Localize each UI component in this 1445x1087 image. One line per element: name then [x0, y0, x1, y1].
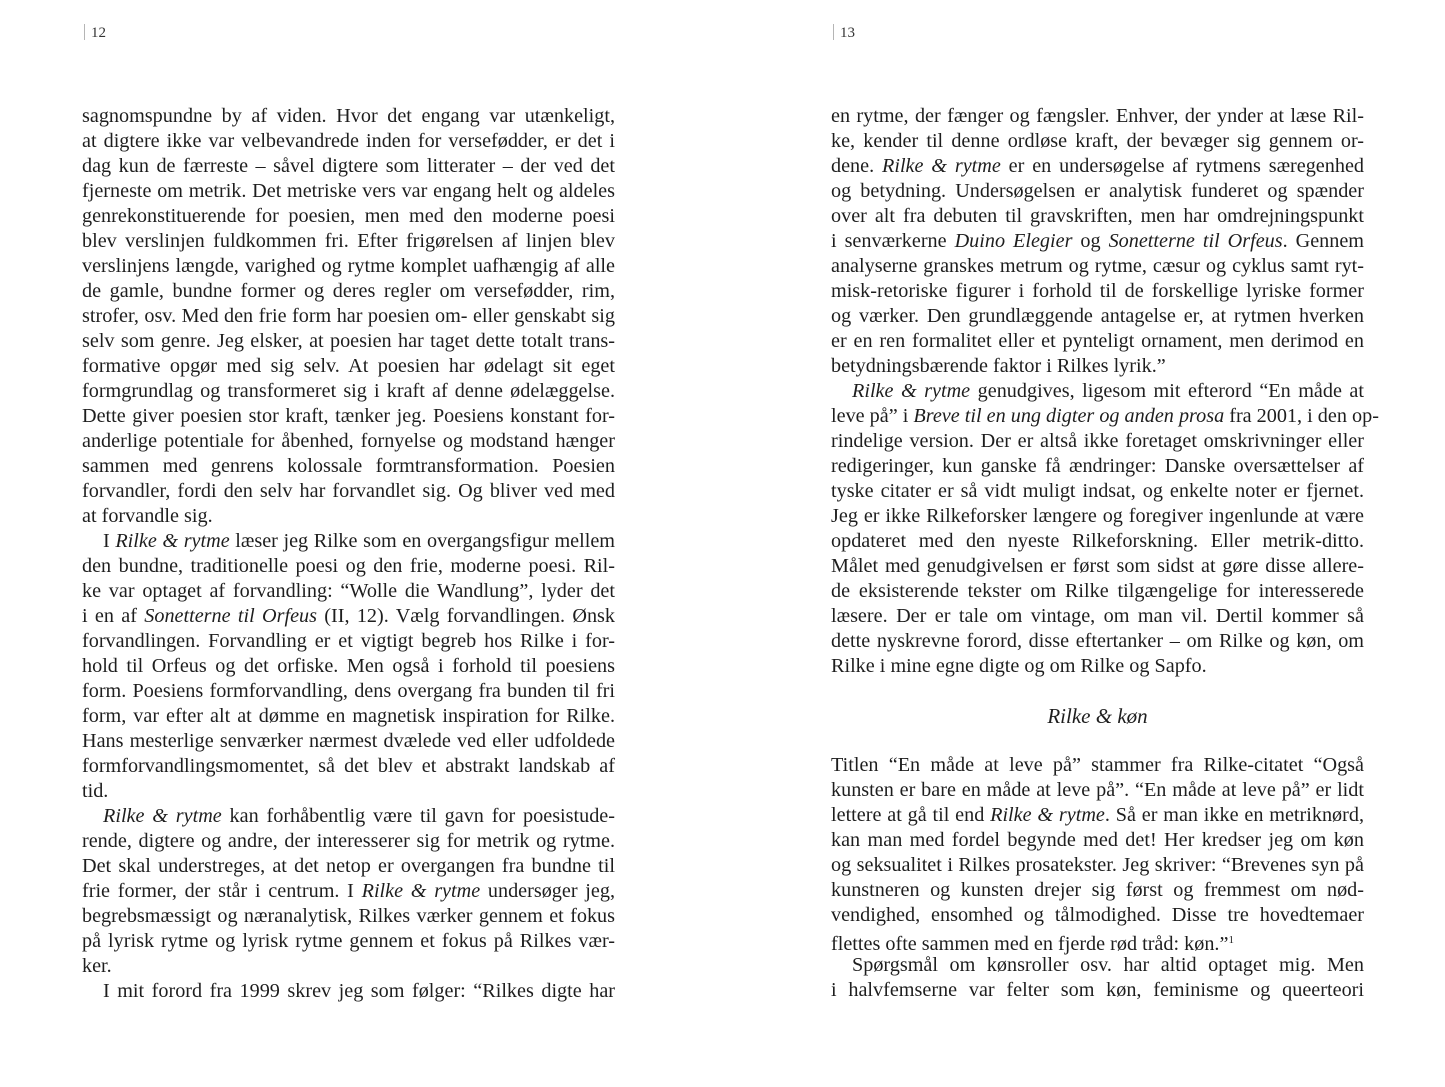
- text-run: opdateret med den nyeste Rilkeforskning. Eller metrik-ditto.: [831, 530, 1364, 552]
- text-line: [82, 179, 615, 204]
- text-line: [82, 429, 615, 454]
- text-run: strofer, osv. Med den frie form har poesien om- eller genskabt sig: [82, 305, 615, 327]
- text-line: [82, 954, 615, 979]
- text-run: forvandlingen. Forvandling er et vigtigt begreb hos Rilke i for-: [82, 630, 615, 652]
- text-line: [82, 804, 615, 829]
- text-line: [82, 854, 615, 879]
- text-line: [831, 129, 1364, 154]
- text-run: redigeringer, kun ganske få ændringer: Danske oversættelser af: [831, 455, 1364, 477]
- text-run: fjerneste om metrik. Det metriske vers var engang helt og aldeles: [82, 180, 615, 202]
- text-run: Spørgsmål om kønsroller osv. har altid optaget mig. Men: [852, 954, 1364, 976]
- text-run: (II, 12). Vælg forvandlingen. Ønsk: [317, 605, 615, 627]
- text-line: [82, 329, 615, 354]
- text-run: den bundne, traditionelle poesi og den frie, moderne poesi. Ril-: [82, 555, 615, 577]
- text-line: [82, 379, 615, 404]
- text-run: genudgives, ligesom mit efterord “En måde at: [970, 380, 1364, 402]
- text-run: Dette giver poesien stor kraft, tænker jeg. Poesiens konstant for-: [82, 405, 615, 427]
- text-run: flettes ofte sammen med en fjerde rød tråd: køn.”: [831, 933, 1229, 955]
- text-run: sammen med genrens kolossale formtransformation. Poesien: [82, 455, 615, 477]
- text-line: [82, 979, 615, 1004]
- text-run: form, var efter alt at dømme en magnetisk inspiration for Rilke.: [82, 705, 615, 727]
- text-line: [82, 504, 615, 529]
- text-run: vendighed, ensomhed og tålmodighed. Disse tre hovedtemaer: [831, 904, 1364, 926]
- text-run: læser jeg Rilke som en overgangsfigur mellem: [229, 530, 615, 552]
- text-run: er en ren formalitet eller et pynteligt ornament, men derimod en: [831, 330, 1364, 352]
- text-line: [82, 204, 615, 229]
- text-run: formgrundlag og transformeret sig i kraft af denne ødelæggelse.: [82, 380, 615, 402]
- text-run: undersøger jeg,: [480, 880, 615, 902]
- text-run: og seksualitet i Rilkes prosatekster. Jeg skriver: “Brevenes syn på: [831, 854, 1364, 876]
- text-line: [82, 404, 615, 429]
- text-run: at digtere ikke var velbevandrede inden for versefødder, er det i: [82, 130, 615, 152]
- text-line: [82, 304, 615, 329]
- text-line: [831, 279, 1364, 304]
- text-run: I mit forord fra 1999 skrev jeg som følger: “Rilkes digte har: [103, 980, 615, 1002]
- right-page: [722, 0, 1445, 1087]
- text-run: tyske citater er så vidt muligt indsat, og enkelte noter er fjernet.: [831, 480, 1364, 502]
- text-line: [82, 104, 615, 129]
- text-line: [831, 853, 1364, 878]
- text-line: [831, 354, 1364, 379]
- text-run: Målet med genudgivelsen er først som sidst at gøre disse allere-: [831, 555, 1364, 577]
- page-number-left: [84, 24, 106, 42]
- text-line: [82, 679, 615, 704]
- text-run: formative opgør med sig selv. At poesien har ødelagt sit eget: [82, 355, 615, 377]
- italic-title: Rilke & rytme: [882, 155, 1001, 177]
- text-run: at forvandle sig.: [82, 505, 213, 527]
- text-run: misk-retoriske figurer i forhold til de forskellige lyriske former: [831, 280, 1364, 302]
- text-line: [82, 829, 615, 854]
- text-line: [82, 929, 615, 954]
- text-run: Det skal understreges, at det netop er overgangen fra bundne til: [82, 855, 615, 877]
- text-line: [831, 554, 1364, 579]
- text-line: [82, 129, 615, 154]
- text-run: er en undersøgelse af rytmens særegenhed: [1000, 155, 1365, 177]
- text-line: [82, 629, 615, 654]
- text-line: [831, 479, 1364, 504]
- text-run: forvandler, fordi den selv har forvandlet sig. Og bliver ved med: [82, 480, 615, 502]
- text-run: ke var optaget af forvandling: “Wolle die Wandlung”, lyder det: [82, 580, 615, 602]
- text-run: dag kun de færreste – såvel digtere som litterater – der ved det: [82, 155, 615, 177]
- text-run: tid.: [82, 780, 109, 802]
- text-line: [82, 529, 615, 554]
- text-line: [82, 229, 615, 254]
- text-line: [831, 254, 1364, 279]
- text-run: verslinjens længde, varighed og rytme komplet uafhængig af alle: [82, 255, 615, 277]
- left-page: [0, 0, 722, 1087]
- text-run: kunsten er bare en måde at leve på”. “En måde at leve på” er lidt: [831, 779, 1364, 801]
- footnote-marker[interactable]: 1: [1228, 934, 1234, 946]
- text-run: blev verslinjen fuldkommen fri. Efter frigørelsen af linjen blev: [82, 230, 615, 252]
- text-run: hold til Orfeus og det orfiske. Men også i forhold til poesiens: [82, 655, 615, 677]
- body-text-after-heading: [831, 753, 1364, 1003]
- text-line: [831, 154, 1364, 179]
- text-run: analyserne granskes metrum og rytme, cæsur og cyklus samt ryt-: [831, 255, 1364, 277]
- left-text-column: [82, 104, 615, 1004]
- text-line: [831, 654, 1364, 679]
- text-line: [831, 379, 1364, 404]
- text-line: [831, 928, 1364, 953]
- text-line: [831, 529, 1364, 554]
- text-run: rende, digtere og andre, der interesserer sig for metrik og rytme.: [82, 830, 615, 852]
- text-line: [831, 978, 1364, 1003]
- text-line: [831, 504, 1364, 529]
- italic-title: Breve til en ung digter og anden prosa: [913, 405, 1225, 427]
- text-line: [82, 279, 615, 304]
- text-line: [82, 154, 615, 179]
- text-run: betydningsbærende faktor i Rilkes lyrik.”: [831, 355, 1166, 377]
- text-run: anderlige potentiale for åbenhed, fornyelse og modstand hænger: [82, 430, 615, 452]
- text-line: [82, 754, 615, 779]
- text-line: [831, 629, 1364, 654]
- text-line: [831, 953, 1364, 978]
- text-run: i senværkerne: [831, 230, 955, 252]
- text-run: selv som genre. Jeg elsker, at poesien har taget dette totalt trans-: [82, 330, 615, 352]
- text-line: [82, 354, 615, 379]
- text-run: dette nyskrevne forord, disse eftertanker – om Rilke og køn, om: [831, 630, 1364, 652]
- text-line: [831, 604, 1364, 629]
- text-run: kunstneren og kunsten drejer sig først og fremmest om nød-: [831, 879, 1364, 901]
- italic-title: Rilke & rytme: [361, 880, 481, 902]
- text-run: frie former, der står i centrum. I: [82, 880, 362, 902]
- text-line: [82, 779, 615, 804]
- text-run: Hans mesterlige senværker nærmest dvælede ved eller udfoldede: [82, 730, 615, 752]
- text-run: ker.: [82, 955, 112, 977]
- text-line: [831, 454, 1364, 479]
- section-heading: Rilke & køn: [1047, 704, 1148, 728]
- text-line: [82, 479, 615, 504]
- italic-title: Duino Elegier: [954, 230, 1073, 252]
- text-line: [82, 579, 615, 604]
- text-line: [831, 778, 1364, 803]
- text-run: og værker. Den grundlæggende antagelse er, at rytmen hverken: [831, 305, 1364, 327]
- text-line: [831, 878, 1364, 903]
- text-run: de gamle, bundne former og deres regler om versefødder, rim,: [82, 280, 615, 302]
- text-run: og betydning. Undersøgelsen er analytisk funderet og spænder: [831, 180, 1364, 202]
- right-text-column: [831, 104, 1379, 1003]
- text-run: Jeg er ikke Rilkeforsker længere og foregiver ingenlunde at være: [831, 505, 1364, 527]
- text-line: [82, 654, 615, 679]
- italic-title: Sonetterne til Orfeus: [144, 605, 317, 627]
- text-run: . Gennem: [1282, 230, 1365, 252]
- text-line: [831, 204, 1364, 229]
- text-run: fra 2001, i den op-: [1224, 405, 1379, 427]
- text-run: lettere at gå til end: [831, 804, 991, 826]
- text-line: [831, 753, 1364, 778]
- text-line: [82, 554, 615, 579]
- text-run: genrekonstituerende for poesien, men med den moderne poesi: [82, 205, 615, 227]
- text-run: form. Poesiens formforvandling, dens overgang fra bunden til fri: [82, 680, 615, 702]
- text-line: [82, 254, 615, 279]
- text-run: over alt fra debuten til gravskriften, men har omdrejningspunkt: [831, 205, 1364, 227]
- italic-title: Sonetterne til Orfeus: [1108, 230, 1283, 252]
- text-line: [82, 704, 615, 729]
- text-line: [831, 803, 1364, 828]
- text-line: [82, 454, 615, 479]
- page-number-right: [833, 24, 855, 42]
- text-line: [831, 579, 1364, 604]
- text-run: de eksisterende tekster om Rilke tilgængelige for interesserede: [831, 580, 1364, 602]
- text-line: [831, 104, 1364, 129]
- italic-title: Rilke & rytme: [103, 805, 222, 827]
- text-line: [831, 179, 1364, 204]
- text-line: [82, 729, 615, 754]
- text-run: ke, kender til denne ordløse kraft, der bevæger sig gennem or-: [831, 130, 1364, 152]
- text-run: kan man med fordel begynde med det! Her kredser jeg om køn: [831, 829, 1364, 851]
- body-text-before-heading: [831, 104, 1379, 679]
- text-run: på lyrisk rytme og lyrisk rytme gennem et fokus på Rilkes vær-: [82, 930, 615, 952]
- text-line: [831, 329, 1364, 354]
- text-run: og: [1072, 230, 1109, 252]
- text-line: [82, 904, 615, 929]
- italic-title: Rilke & rytme: [115, 530, 230, 552]
- text-run: rindelige version. Der er altså ikke foretaget omskrivninger eller: [831, 430, 1364, 452]
- italic-title: Rilke & rytme: [990, 804, 1105, 826]
- text-run: sagnomspundne by af viden. Hvor det engang var utænkeligt,: [82, 105, 615, 127]
- text-run: læsere. Der er tale om vintage, om man vil. Dertil kommer så: [831, 605, 1364, 627]
- text-line: [82, 604, 615, 629]
- text-run: i en af: [82, 605, 145, 627]
- text-line: [831, 404, 1379, 429]
- page-number-text: 12: [91, 25, 106, 41]
- text-line: [831, 828, 1364, 853]
- text-run: formforvandlingsmomentet, så det blev et abstrakt landskab af: [82, 755, 615, 777]
- text-run: I: [103, 530, 116, 552]
- text-run: Titlen “En måde at leve på” stammer fra Rilke-citatet “Også: [831, 754, 1364, 776]
- text-run: dene.: [831, 155, 882, 177]
- text-run: kan forhåbentlig være til gavn for poesistude-: [221, 805, 615, 827]
- text-run: leve på” i: [831, 405, 914, 427]
- folio-rule: [833, 24, 834, 40]
- text-run: begrebsmæssigt og næranalytisk, Rilkes værker gennem et fokus: [82, 905, 615, 927]
- text-run: i halvfemserne var felter som køn, feminisme og queerteori: [831, 979, 1364, 1001]
- page-number-text: 13: [840, 25, 855, 41]
- italic-title: Rilke & rytme: [852, 380, 971, 402]
- text-line: [82, 879, 615, 904]
- text-run: en rytme, der fænger og fængsler. Enhver, der ynder at læse Ril-: [831, 105, 1364, 127]
- text-run: . Så er man ikke en metriknørd,: [1104, 804, 1364, 826]
- text-line: [831, 229, 1364, 254]
- text-line: [831, 903, 1364, 928]
- text-run: Rilke i mine egne digte og om Rilke og Sapfo.: [831, 655, 1207, 677]
- text-line: [831, 304, 1364, 329]
- text-line: [831, 429, 1364, 454]
- folio-rule: [84, 24, 85, 40]
